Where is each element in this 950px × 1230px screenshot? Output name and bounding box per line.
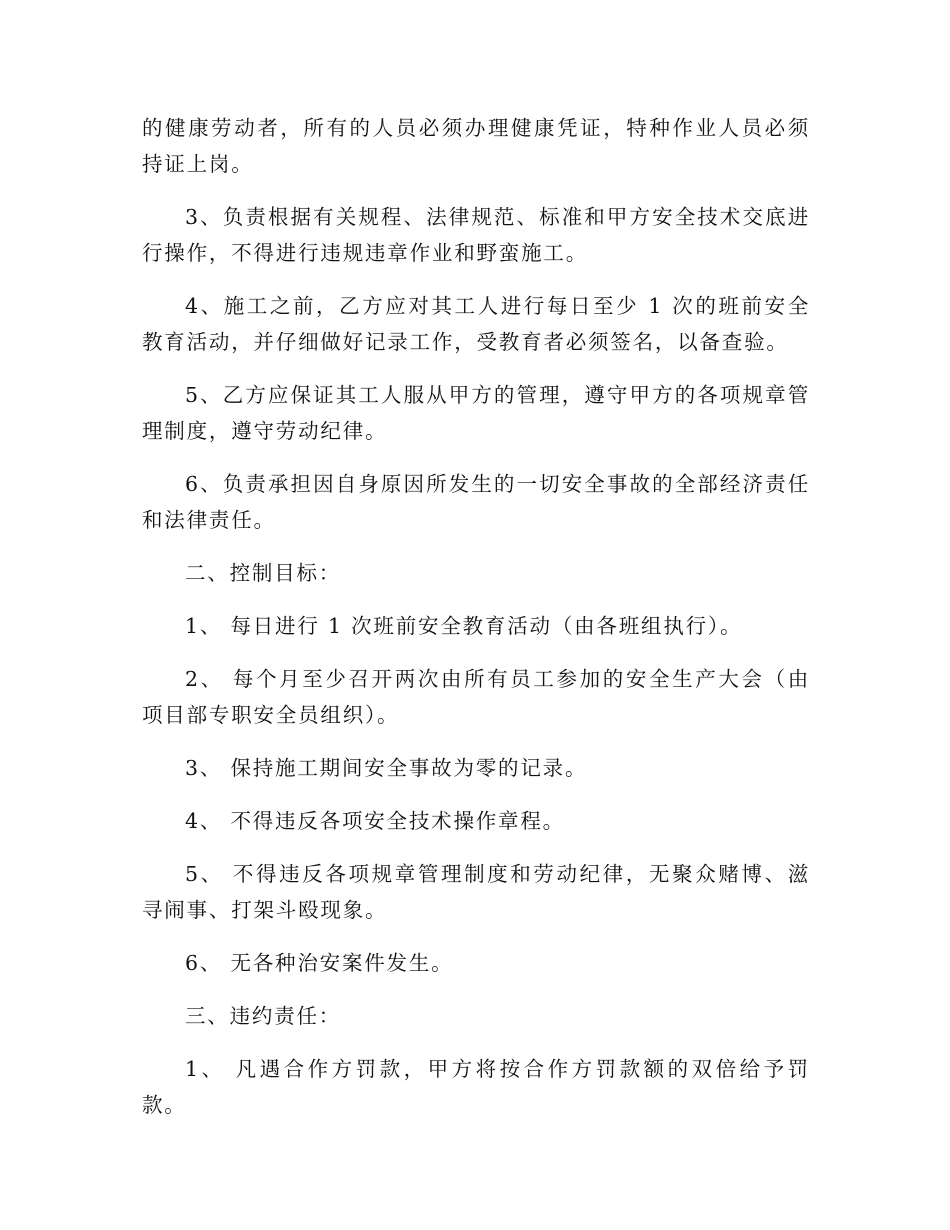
document-body xyxy=(142,110,810,1140)
paragraph-health-certificate: 的健康劳动者，所有的人员必须办理健康凭证，特种作业人员必须持证上岗。 xyxy=(142,116,810,176)
paragraph-item-6-liability: 6、负责承担因自身原因所发生的一切安全事故的全部经济责任和法律责任。 xyxy=(142,472,810,532)
paragraph-target-4: 4、 不得违反各项安全技术操作章程。 xyxy=(185,809,565,833)
paragraph-item-5-management: 5、乙方应保证其工人服从甲方的管理，遵守甲方的各项规章管理制度，遵守劳动纪律。 xyxy=(142,383,810,443)
section-heading-control-targets: 二、控制目标： xyxy=(185,561,342,585)
paragraph-target-3: 3、 保持施工期间安全事故为零的记录。 xyxy=(185,756,588,780)
paragraph-item-3-operation-rules: 3、负责根据有关规程、法律规范、标准和甲方安全技术交底进行操作，不得进行违规违章作业和野蛮施工。 xyxy=(142,205,810,265)
paragraph-target-6: 6、 无各种治安案件发生。 xyxy=(185,951,454,975)
paragraph-target-2: 2、 每个月至少召开两次由所有员工参加的安全生产大会（由项目部专职安全员组织）。 xyxy=(142,667,810,727)
section-heading-breach-liability: 三、违约责任： xyxy=(185,1004,342,1028)
paragraph-target-5: 5、 不得违反各项规章管理制度和劳动纪律，无聚众赌博、滋寻闹事、打架斗殴现象。 xyxy=(142,862,810,922)
paragraph-target-1: 1、 每日进行 1 次班前安全教育活动（由各班组执行）。 xyxy=(185,614,743,638)
paragraph-breach-1: 1、 凡遇合作方罚款，甲方将按合作方罚款额的双倍给予罚款。 xyxy=(142,1057,810,1117)
paragraph-item-4-safety-education: 4、施工之前，乙方应对其工人进行每日至少 1 次的班前安全教育活动，并仔细做好记录工作，受教育者必须签名，以备查验。 xyxy=(142,294,810,354)
